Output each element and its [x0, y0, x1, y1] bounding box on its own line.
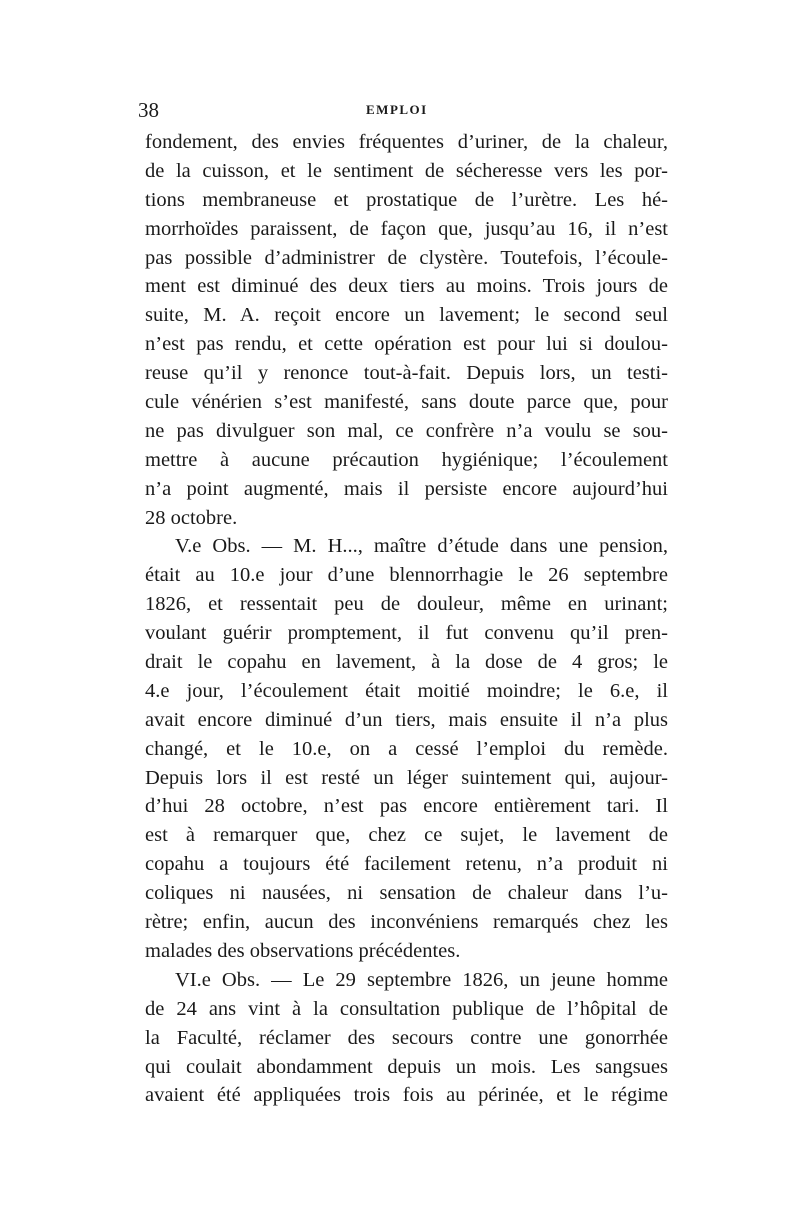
- text-line: qui coulait abondamment depuis un mois. Les sangsues: [145, 1055, 668, 1078]
- text-line: avaient été appliquées trois fois au périnée, et le régime: [145, 1084, 668, 1107]
- text-line: coliques ni nausées, ni sensation de chaleur dans l’u-: [145, 882, 668, 905]
- text-line: mettre à aucune précaution hygiénique; l’écoulement: [145, 448, 668, 471]
- text-line: n’est pas rendu, et cette opération est pour lui si doulou-: [145, 333, 668, 356]
- text-line: 4.e jour, l’écoulement était moitié moindre; le 6.e, il: [145, 679, 668, 702]
- text-line: était au 10.e jour d’une blennorrhagie le 26 septembre: [145, 564, 668, 587]
- text-line: changé, et le 10.e, on a cessé l’emploi du remède.: [145, 737, 668, 760]
- text-line: ment est diminué des deux tiers au moins. Trois jours de: [145, 275, 668, 298]
- text-line: drait le copahu en lavement, à la dose de 4 gros; le: [145, 651, 668, 674]
- text-line: avait encore diminué d’un tiers, mais ensuite il n’a plus: [145, 708, 668, 731]
- text-line: 1826, et ressentait peu de douleur, même en urinant;: [145, 593, 668, 616]
- page-header: [138, 98, 668, 122]
- text-line: morrhoïdes paraissent, de façon que, jusqu’au 16, il n’est: [145, 217, 668, 240]
- text-line: est à remarquer que, chez ce sujet, le lavement de: [145, 824, 668, 847]
- text-line: pas possible d’administrer de clystère. Toutefois, l’écoule-: [145, 246, 668, 269]
- paragraph-start-line: V.e Obs. — M. H..., maître d’étude dans une pension,: [175, 535, 668, 558]
- text-line: fondement, des envies fréquentes d’uriner, de la chaleur,: [145, 131, 668, 153]
- paragraph-end-line: 28 octobre.: [145, 506, 238, 529]
- text-line: d’hui 28 octobre, n’est pas encore entièrement tari. Il: [145, 795, 668, 818]
- paragraph-end-line: malades des observations précédentes.: [145, 939, 461, 962]
- text-line: suite, M. A. reçoit encore un lavement; le second seul: [145, 304, 668, 327]
- text-line: Depuis lors il est resté un léger suintement qui, aujour-: [145, 766, 668, 789]
- text-line: rètre; enfin, aucun des inconvéniens remarqués chez les: [145, 911, 668, 934]
- page-number: 38: [138, 98, 159, 122]
- text-line: copahu a toujours été facilement retenu, n’a produit ni: [145, 853, 668, 876]
- text-line: de la cuisson, et le sentiment de sécheresse vers les por-: [145, 159, 668, 182]
- running-head: EMPLOI: [366, 102, 428, 117]
- text-line: ne pas divulguer son mal, ce confrère n’a voulu se sou-: [145, 419, 668, 442]
- text-line: tions membraneuse et prostatique de l’urètre. Les hé-: [145, 188, 668, 211]
- paragraph-start-line: VI.e Obs. — Le 29 septembre 1826, un jeune homme: [175, 968, 668, 991]
- text-line: reuse qu’il y renonce tout-à-fait. Depuis lors, un testi-: [145, 362, 668, 385]
- text-line: la Faculté, réclamer des secours contre une gonorrhée: [145, 1026, 668, 1049]
- text-line: n’a point augmenté, mais il persiste encore aujourd’hui: [145, 477, 668, 500]
- text-line: cule vénérien s’est manifesté, sans doute parce que, pour: [145, 391, 668, 414]
- body-text: [145, 128, 668, 1110]
- text-line: de 24 ans vint à la consultation publique de l’hôpital de: [145, 997, 668, 1020]
- text-line: voulant guérir promptement, il fut convenu qu’il pren-: [145, 622, 668, 645]
